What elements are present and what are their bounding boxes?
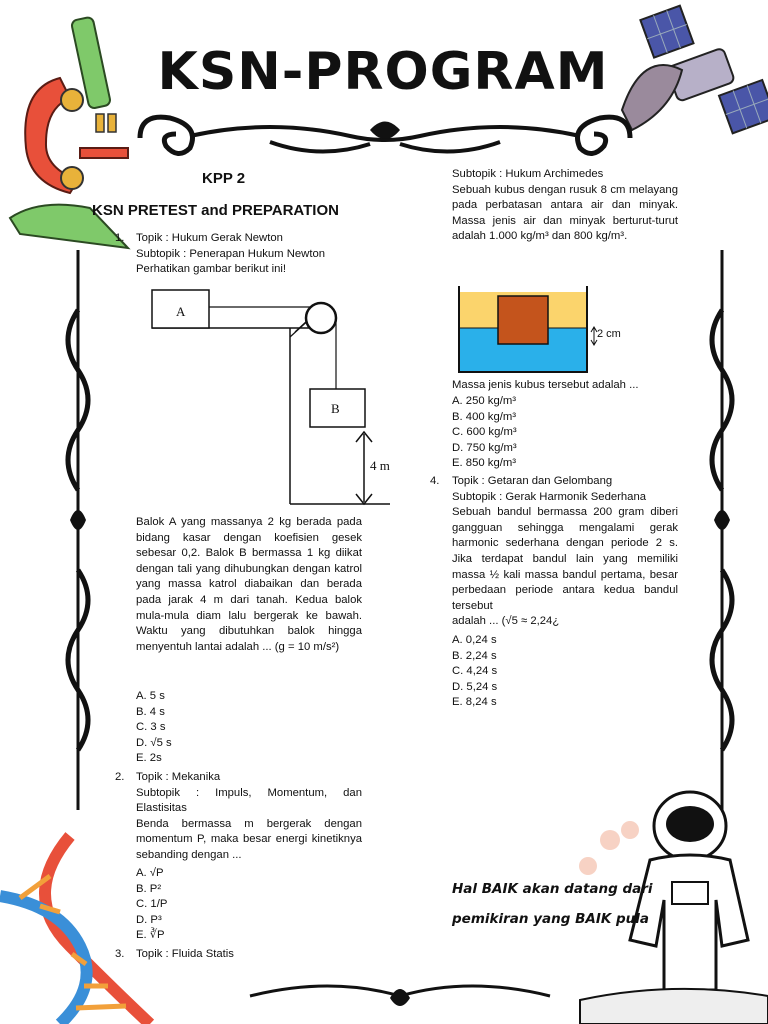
microscope-icon	[0, 8, 140, 258]
q3-option-b: B. 400 kg/m³	[452, 410, 517, 423]
q4-subtopic: Subtopik : Gerak Harmonik Sederhana	[452, 490, 647, 503]
quote-line-2: pemikiran yang BAIK pula	[452, 911, 650, 927]
q4-option-c: C. 4,24 s	[452, 665, 498, 678]
q4-last-line: adalah ... (√5 ≈ 2,24¿	[452, 615, 560, 628]
q1-body: Balok A yang massanya 2 kg berada pada bidang kasar dengan koefisien gesek sebesar 0,2. Balok B bermassa 1 kg diikat dengan tali yang dihubungkan dengan katrol yang massa katrol diabaikan dan berada pada jarak 4 m dari tanah. Kedua balok mula-mula diam lalu bergerak ke bawah. Waktu yang dibutuhkan balok hingga menyentuh lantai adalah ... (g = 10 m/s²)	[136, 516, 362, 653]
motivational-quote	[452, 874, 653, 934]
q3-continued	[452, 167, 678, 245]
q1-number: 1.	[115, 232, 125, 244]
q1-option-e: E. 2s	[136, 752, 162, 765]
q4-block	[452, 474, 678, 630]
block-b-label: B	[331, 401, 340, 416]
block-a-label: A	[176, 304, 186, 319]
q2-topic: Topik : Mekanika	[136, 771, 221, 783]
q4-body: Sebuah bandul bermassa 200 gram diberi gangguan sehingga mengalami gerak harmonic sederhana dengan periode 2 s. Jika terdapat bandul lain yang memiliki massa ½ kali massa bandul pertama, besar perbedaan periode antara kedua bandul tersebut	[452, 506, 678, 612]
q1-intro: Perhatikan gambar berikut ini!	[136, 263, 287, 276]
ornament-bottom	[230, 968, 570, 1018]
q3-question: Massa jenis kubus tersebut adalah ...	[452, 379, 639, 391]
q2-option-d: D. P³	[136, 913, 162, 926]
q1-options	[136, 689, 336, 769]
height-label: 4 m	[370, 458, 390, 473]
q1-subtopic: Subtopik : Penerapan Hukum Newton	[136, 247, 326, 260]
q1-option-c: C. 3 s	[136, 721, 166, 734]
q3-body: Sebuah kubus dengan rusuk 8 cm melayang pada perbatasan antara air dan minyak. Massa jenis air dan minyak berturut-turut adalah 1.000 kg/m³ dan 800 kg/m³.	[452, 183, 678, 243]
q4-option-e: E. 8,24 s	[452, 696, 497, 709]
q2-subtopic: Subtopik : Impuls, Momentum, dan Elastisitas	[136, 786, 362, 815]
q3-number: 3.	[115, 948, 125, 960]
q2-block	[136, 770, 362, 864]
q4-option-b: B. 2,24 s	[452, 649, 497, 662]
q1-option-a: A. 5 s	[136, 690, 165, 702]
pretest-heading: KSN PRETEST and PREPARATION	[92, 202, 339, 219]
q1-topic: Topik : Hukum Gerak Newton	[136, 232, 283, 244]
q3-option-d: D. 750 kg/m³	[452, 441, 517, 454]
q4-options	[452, 633, 652, 713]
q2-option-b: B. P²	[136, 882, 162, 895]
cube-shape	[498, 296, 548, 344]
q3-option-a: A. 250 kg/m³	[452, 395, 517, 407]
pulley-wheel	[306, 303, 336, 333]
q2-number: 2.	[115, 771, 125, 783]
kpp-label: KPP 2	[202, 170, 246, 187]
q2-options	[136, 866, 336, 946]
q4-topic: Topik : Getaran dan Gelombang	[452, 475, 613, 487]
ornament-left	[58, 250, 98, 810]
fluid-diagram-label: 2 cm	[597, 328, 621, 340]
q3-option-e: E. 850 kg/m³	[452, 457, 517, 470]
page-title: KSN-PROGRAM	[157, 42, 609, 102]
ornament-right	[702, 250, 742, 810]
q2-option-e: E. ∛P	[136, 929, 165, 942]
ornament-top	[120, 108, 650, 168]
q1-option-d: D. √5 s	[136, 736, 172, 749]
q3-options	[452, 394, 652, 474]
q2-body: Benda bermassa m bergerak dengan momentum P, maka besar energi kinetiknya sebanding dengan ...	[136, 817, 362, 861]
q2-option-a: A. √P	[136, 867, 164, 879]
q3-option-c: C. 600 kg/m³	[452, 426, 517, 439]
q3-topic: Topik : Fluida Statis	[136, 948, 234, 960]
q4-option-a: A. 0,24 s	[452, 634, 497, 646]
quote-line-1: Hal BAIK akan datang dari	[452, 881, 653, 897]
q4-option-d: D. 5,24 s	[452, 680, 498, 693]
q1-header	[136, 231, 362, 278]
q1-option-b: B. 4 s	[136, 705, 165, 718]
q2-option-c: C. 1/P	[136, 898, 168, 911]
q4-number: 4.	[430, 475, 440, 487]
q3-subtopic: Subtopik : Hukum Archimedes	[452, 168, 604, 180]
